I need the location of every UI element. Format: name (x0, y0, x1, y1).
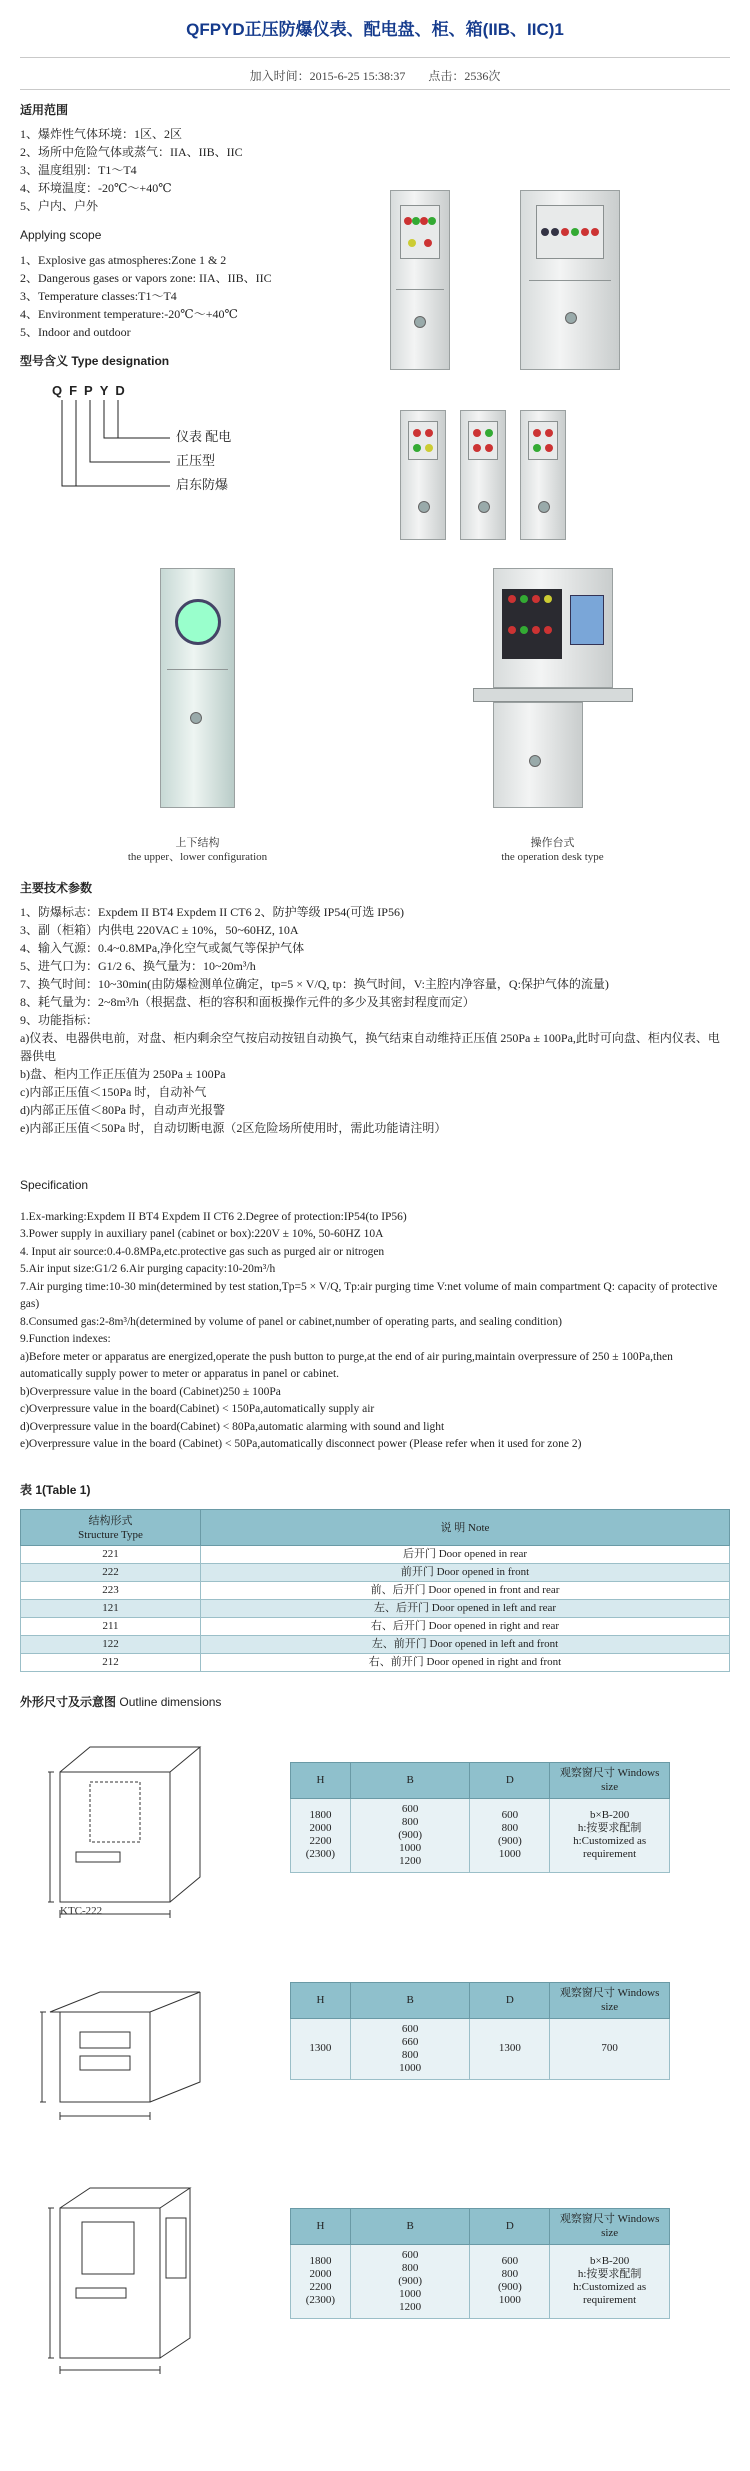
cabinet-photo-5 (520, 410, 566, 540)
params-list (20, 903, 730, 1137)
hit-count: 点击：2536次 (428, 68, 501, 83)
list-item: 1、Explosive gas atmospheres:Zone 1 & 2 (20, 252, 227, 267)
spec-line: a)Before meter or apparatus are energized,operate the push button to purge,at the end of air puring,maintain overpressure of 250 ± 100Pa,then automatically supply power to meter or apparatus in panel or cabinet. (20, 1350, 673, 1381)
list-item: 3、温度组别：T1～T4 (20, 163, 137, 178)
param-line: 4、输入气源：0.4~0.8MPa,净化空气或氮气等保护气体 (20, 941, 305, 956)
param-line: c)内部正压值＜150Pa 时，自动补气 (20, 1085, 207, 1100)
table-row: 221 后开门 Door opened in rear (21, 1546, 730, 1564)
table-row: 212 右、前开门 Door opened in right and front (21, 1654, 730, 1672)
spec-line: 9.Function indexes: (20, 1333, 111, 1346)
params-heading: 主要技术参数 (20, 881, 93, 896)
list-item: 5、户内、户外 (20, 199, 99, 214)
type-diagram (20, 376, 350, 516)
configuration-figures (20, 548, 730, 868)
spec-line: 5.Air input size:G1/2 6.Air purging capacity:10-20m³/h (20, 1263, 276, 1276)
table1-heading: 表 1(Table 1) (20, 1482, 91, 1497)
table-row: 1800 2000 2200 (2300) 600 800 (900) 1000 1200 600 800 (900) 1000 b×B-200 h:按要求配制 h:Customized as requirement (291, 2244, 670, 2318)
scope-cn-list (20, 125, 350, 215)
table-row: 122 左、前开门 Door opened in left and front (21, 1636, 730, 1654)
table-row: 223 前、后开门 Door opened in front and rear (21, 1582, 730, 1600)
param-line: 5、进气口为：G1/2 6、换气量为：10~20m³/h (20, 959, 256, 974)
list-item: 4、环境温度：-20℃～+40℃ (20, 181, 172, 196)
list-item: 2、Dangerous gases or vapors zone: IIA、IIB、IIC (20, 270, 272, 285)
param-line: 7、换气时间：10~30min(由防爆检测单位确定，tp=5 × V/Q, tp：换气时间，V:主腔内净容量，Q:保护气体的流量) (20, 977, 609, 992)
param-line: a)仪表、电器供电前，对盘、柜内剩余空气按启动按钮自动换气，换气结束自动维持正压值 250Pa ± 100Pa,此时可向盘、柜内仪表、电器供电 (20, 1031, 720, 1064)
caption-upper-lower-cn: 上下结构 (175, 837, 220, 850)
dimension-table-a: H B D 观察窗尺寸 Windows size 1800 2000 2200 (2300) 600 800 (900) 1000 1200 600 800 (900) 1000 b×B-200 h:按要求配制 h:Customized as requirement (290, 1762, 670, 1873)
outline-heading: 外形尺寸及示意图 Outline dimensions (20, 1695, 222, 1710)
dimension-table-b: H B D 观察窗尺寸 Windows size 1300 600 660 800 1000 1300 700 (290, 1982, 670, 2080)
table-row: 1300 600 660 800 1000 1300 700 (291, 2018, 670, 2079)
param-line: 9、功能指标： (20, 1013, 99, 1028)
caption-upper-lower-en: the upper、lower configuration (127, 851, 268, 864)
param-line: 1、防爆标志：Expdem II BT4 Expdem II CT6 2、防护等级 IP54(可选 IP56) (20, 905, 404, 920)
outline-block-a (20, 1732, 730, 1922)
operation-desk-photo (473, 568, 633, 808)
outline-block-b (20, 1952, 730, 2142)
page-title: QFPYD正压防爆仪表、配电盘、柜、箱(IIB、IIC)1 (20, 0, 730, 58)
table-row: 211 右、后开门 Door opened in right and rear (21, 1618, 730, 1636)
param-line: 8、耗气量为：2~8m³/h（根据盘、柜的容积和面板操作元件的多少及其密封程度而定） (20, 995, 475, 1010)
outline-block-c (20, 2178, 730, 2378)
list-item: 4、Environment temperature:-20℃～+40℃ (20, 306, 238, 321)
spec-line: 7.Air purging time:10-30 min(determined by test station,Tp=5 × V/Q, Tp:air purging time V:net volume of main compartment Q: capacity of protective gas) (20, 1280, 718, 1311)
spec-line: 1.Ex-marking:Expdem II BT4 Expdem II CT6 2.Degree of protection:IP54(to IP56) (20, 1210, 407, 1223)
meta-line (20, 58, 730, 90)
spec-line: 3.Power supply in auxiliary panel (cabinet or box):220V ± 10%, 50-60HZ 10A (20, 1228, 384, 1241)
table-row: 121 左、后开门 Door opened in left and rear (21, 1600, 730, 1618)
table-row: 222 前开门 Door opened in front (21, 1564, 730, 1582)
figure-upper-lower (68, 548, 328, 868)
intro-section (20, 90, 730, 540)
spec-line: d)Overpressure value in the board(Cabinet) < 80Pa,automatic alarming with sound and light (20, 1420, 445, 1433)
spec-line: b)Overpressure value in the board (Cabinet)250 ± 100Pa (20, 1385, 281, 1398)
spec-line: c)Overpressure value in the board(Cabinet) < 150Pa,automatically supply air (20, 1403, 375, 1416)
table-header-structure: 结构形式 Structure Type (21, 1510, 201, 1546)
table-row: 1800 2000 2200 (2300) 600 800 (900) 1000 1200 600 800 (900) 1000 b×B-200 h:按要求配制 h:Customized as requirement (291, 1798, 670, 1872)
list-item: 2、场所中危险气体或蒸气：IIA、IIB、IIC (20, 145, 243, 160)
spec-line: 8.Consumed gas:2-8m³/h(determined by volume of panel or cabinet,number of operating parts, and sealing condition) (20, 1315, 562, 1328)
scope-en-list (20, 251, 350, 341)
scope-cn-heading: 适用范围 (20, 103, 69, 118)
list-item: 3、Temperature classes:T1～T4 (20, 288, 177, 303)
outline-drawing-c (20, 2178, 230, 2378)
drawing-label-ktc222: KTC-222 (60, 1904, 103, 1917)
cabinet-photo-2 (520, 190, 620, 370)
type-label-instrument: 仪表 配电 (176, 429, 232, 445)
param-line: b)盘、柜内工作正压值为 250Pa ± 100Pa (20, 1067, 226, 1082)
added-time: 加入时间：2015-6-25 15:38:37 (249, 68, 406, 83)
cabinet-upper-lower-photo (160, 568, 235, 808)
outline-drawing-b (20, 1952, 230, 2142)
figure-operation-desk (423, 548, 683, 868)
table-header-note: 说 明 Note (201, 1510, 730, 1546)
caption-operation-desk-cn: 操作台式 (530, 837, 575, 850)
outline-drawing-a (20, 1732, 230, 1922)
cabinet-photo-1 (390, 190, 450, 370)
structure-type-table (20, 1509, 730, 1672)
dimension-table-c: H B D 观察窗尺寸 Windows size 1800 2000 2200 (2300) 600 800 (900) 1000 1200 600 800 (900) 1000 b×B-200 h:按要求配制 h:Customized as requirement (290, 2208, 670, 2319)
caption-operation-desk-en: the operation desk type (501, 851, 604, 864)
type-label-brand: 启东防爆 (176, 477, 229, 493)
type-label-pressurized: 正压型 (176, 453, 216, 469)
cabinet-photo-4 (460, 410, 506, 540)
spec-list (20, 1209, 730, 1454)
scope-en-heading: Applying scope (20, 228, 102, 243)
type-designation-heading: 型号含义 Type designation (20, 353, 170, 368)
cabinet-photo-3 (400, 410, 446, 540)
spec-line: 4. Input air source:0.4-0.8MPa,etc.protective gas such as purged air or nitrogen (20, 1245, 385, 1258)
param-line: e)内部正压值＜50Pa 时，自动切断电源（2区危险场所使用时，需此功能请注明） (20, 1121, 447, 1136)
param-line: d)内部正压值＜80Pa 时，自动声光报警 (20, 1103, 225, 1118)
list-item: 1、爆炸性气体环境：1区、2区 (20, 127, 183, 142)
spec-heading: Specification (20, 1178, 89, 1193)
type-letters: QFPYD (52, 383, 132, 399)
list-item: 5、Indoor and outdoor (20, 324, 131, 339)
param-line: 3、副（柜箱）内供电 220VAC ± 10%，50~60HZ, 10A (20, 923, 299, 938)
spec-line: e)Overpressure value in the board (Cabinet) < 50Pa,automatically disconnect power (Please refer when it used for zone 2) (20, 1438, 582, 1451)
cabinet-photos (350, 90, 730, 540)
